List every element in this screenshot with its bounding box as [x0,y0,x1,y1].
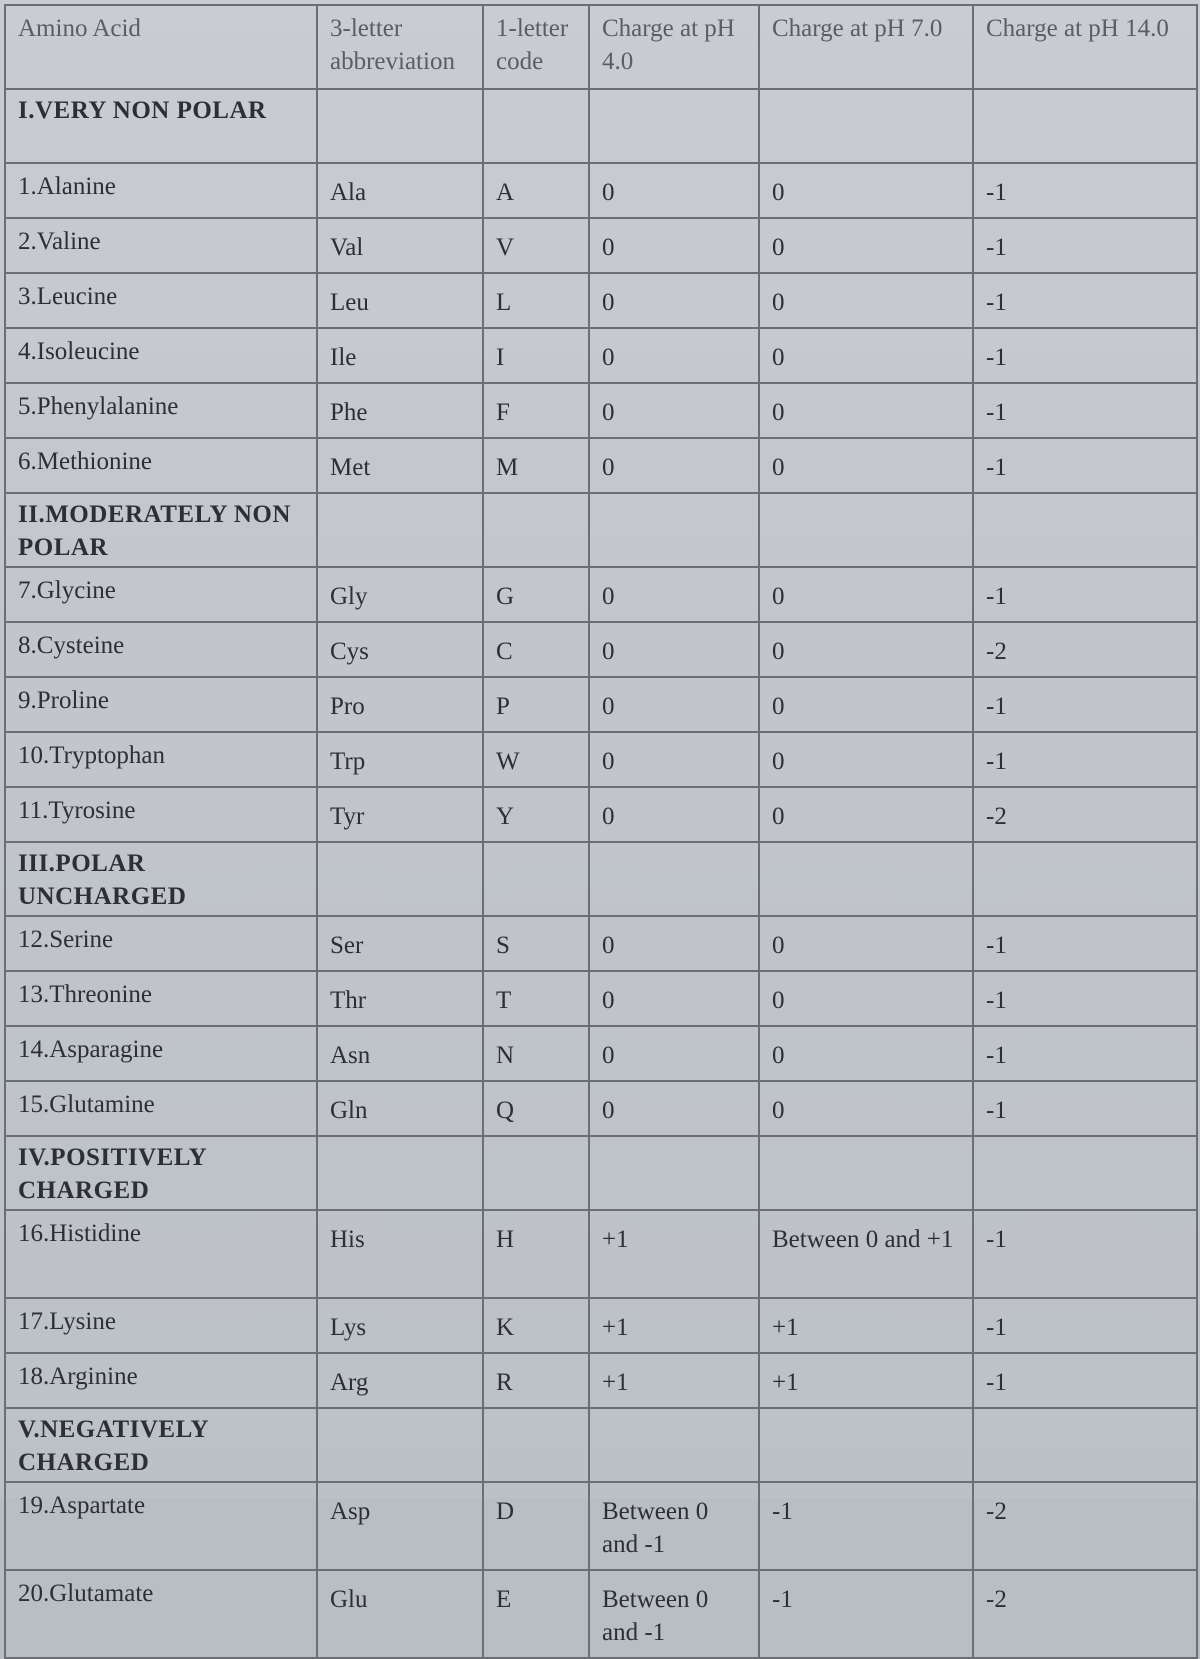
table-cell: +1 [759,1298,973,1353]
table-cell: 17.Lysine [5,1298,317,1353]
table-cell: Between 0 and -1 [589,1482,759,1570]
table-cell: Glu [317,1570,483,1658]
table-cell: -1 [759,1570,973,1658]
table-cell: 19.Aspartate [5,1482,317,1570]
table-cell: 0 [759,163,973,218]
table-cell: Asn [317,1026,483,1081]
table-cell: -1 [973,438,1197,493]
table-cell: 0 [589,1026,759,1081]
table-cell: -1 [973,1353,1197,1408]
amino-acid-table [4,4,1198,1659]
table-cell: E [483,1570,589,1658]
table-cell: 0 [589,163,759,218]
table-cell: 0 [589,787,759,842]
empty-cell [589,89,759,163]
table-row [5,732,1197,787]
table-row [5,1570,1197,1658]
table-cell: 0 [759,677,973,732]
table-cell: -2 [973,622,1197,677]
table-row [5,163,1197,218]
empty-cell [317,493,483,567]
table-cell: -1 [973,1081,1197,1136]
table-cell: +1 [589,1353,759,1408]
table-row [5,328,1197,383]
table-cell: G [483,567,589,622]
table-cell: Ser [317,916,483,971]
table-cell: Phe [317,383,483,438]
table-cell: S [483,916,589,971]
table-cell: Gly [317,567,483,622]
table-cell: 7.Glycine [5,567,317,622]
table-cell: Between 0 and +1 [759,1210,973,1298]
table-cell: -1 [973,328,1197,383]
table-cell: 12.Serine [5,916,317,971]
table-cell: Arg [317,1353,483,1408]
table-cell: 0 [759,328,973,383]
table-cell: 0 [589,328,759,383]
table-cell: 2.Valine [5,218,317,273]
table-row [5,1353,1197,1408]
table-cell: Cys [317,622,483,677]
header-cell: Charge at pH 4.0 [589,5,759,89]
table-cell: -2 [973,787,1197,842]
empty-cell [759,1408,973,1482]
table-cell: Ile [317,328,483,383]
table-cell: 0 [759,383,973,438]
table-cell: Y [483,787,589,842]
empty-cell [973,89,1197,163]
table-cell: -1 [973,218,1197,273]
table-cell: 0 [589,732,759,787]
empty-cell [317,842,483,916]
table-cell: 0 [759,787,973,842]
table-cell: I [483,328,589,383]
table-row [5,622,1197,677]
empty-cell [317,1408,483,1482]
table-cell: Tyr [317,787,483,842]
empty-cell [973,493,1197,567]
group-row [5,1408,1197,1482]
table-cell: 1.Alanine [5,163,317,218]
group-row [5,1136,1197,1210]
table-cell: 13.Threonine [5,971,317,1026]
table-cell: N [483,1026,589,1081]
table-row [5,677,1197,732]
table-cell: Gln [317,1081,483,1136]
table-cell: 0 [759,438,973,493]
header-row [5,5,1197,89]
table-cell: F [483,383,589,438]
table-row [5,567,1197,622]
table-cell: 0 [589,567,759,622]
table-cell: K [483,1298,589,1353]
table-cell: 3.Leucine [5,273,317,328]
table-cell: Val [317,218,483,273]
empty-cell [589,842,759,916]
table-cell: Ala [317,163,483,218]
table-cell: Leu [317,273,483,328]
table-cell: 0 [759,567,973,622]
table-cell: 9.Proline [5,677,317,732]
table-row [5,1026,1197,1081]
empty-cell [483,842,589,916]
empty-cell [973,1408,1197,1482]
empty-cell [759,89,973,163]
table-cell: 0 [759,1026,973,1081]
empty-cell [973,842,1197,916]
table-cell: 0 [589,1081,759,1136]
table-cell: Trp [317,732,483,787]
table-cell: Asp [317,1482,483,1570]
empty-cell [759,1136,973,1210]
table-cell: 16.Histidine [5,1210,317,1298]
table-cell: Met [317,438,483,493]
table-cell: -1 [973,1210,1197,1298]
group-label: II.MODERATELY NON POLAR [5,493,317,567]
table-cell: 0 [759,916,973,971]
table-cell: -2 [973,1482,1197,1570]
table-cell: -1 [759,1482,973,1570]
table-row [5,916,1197,971]
group-label: IV.POSITIVELY CHARGED [5,1136,317,1210]
group-label: I.VERY NON POLAR [5,89,317,163]
table-cell: W [483,732,589,787]
table-cell: 0 [589,971,759,1026]
table-cell: 10.Tryptophan [5,732,317,787]
table-cell: 0 [589,218,759,273]
table-cell: 0 [589,438,759,493]
empty-cell [759,493,973,567]
table-cell: 6.Methionine [5,438,317,493]
table-cell: Between 0 and -1 [589,1570,759,1658]
table-body [5,89,1197,1658]
table-cell: -1 [973,273,1197,328]
table-cell: 11.Tyrosine [5,787,317,842]
header-cell: 1-letter code [483,5,589,89]
table-cell: 4.Isoleucine [5,328,317,383]
table-cell: V [483,218,589,273]
empty-cell [589,493,759,567]
table-cell: -1 [973,677,1197,732]
empty-cell [317,89,483,163]
header-cell: Charge at pH 7.0 [759,5,973,89]
table-cell: -1 [973,163,1197,218]
table-row [5,218,1197,273]
table-cell: -1 [973,971,1197,1026]
table-row [5,1482,1197,1570]
group-label: III.POLAR UNCHARGED [5,842,317,916]
empty-cell [483,89,589,163]
table-cell: 15.Glutamine [5,1081,317,1136]
table-cell: His [317,1210,483,1298]
empty-cell [317,1136,483,1210]
table-cell: 14.Asparagine [5,1026,317,1081]
empty-cell [589,1408,759,1482]
table-cell: 0 [759,218,973,273]
table-cell: -1 [973,567,1197,622]
table-cell: Q [483,1081,589,1136]
table-cell: 0 [589,383,759,438]
group-label: V.NEGATIVELY CHARGED [5,1408,317,1482]
table-cell: -1 [973,916,1197,971]
table-row [5,1081,1197,1136]
table-cell: +1 [759,1353,973,1408]
table-row [5,273,1197,328]
table-cell: H [483,1210,589,1298]
table-row [5,1210,1197,1298]
table-cell: Lys [317,1298,483,1353]
table-cell: -1 [973,383,1197,438]
table-cell: -1 [973,1026,1197,1081]
empty-cell [589,1136,759,1210]
table-cell: +1 [589,1298,759,1353]
table-cell: M [483,438,589,493]
table-cell: 0 [759,622,973,677]
empty-cell [483,1136,589,1210]
table-cell: 8.Cysteine [5,622,317,677]
table-cell: Pro [317,677,483,732]
table-cell: -1 [973,732,1197,787]
empty-cell [483,493,589,567]
table-row [5,971,1197,1026]
table-row [5,787,1197,842]
header-cell: Amino Acid [5,5,317,89]
table-cell: C [483,622,589,677]
table-cell: 5.Phenylalanine [5,383,317,438]
table-cell: 0 [589,273,759,328]
table-cell: D [483,1482,589,1570]
table-cell: L [483,273,589,328]
empty-cell [483,1408,589,1482]
empty-cell [973,1136,1197,1210]
table-cell: 0 [759,273,973,328]
table-row [5,383,1197,438]
table-cell: 0 [759,1081,973,1136]
table-cell: +1 [589,1210,759,1298]
group-row [5,842,1197,916]
table-cell: R [483,1353,589,1408]
table-cell: T [483,971,589,1026]
table-row [5,1298,1197,1353]
table-cell: Thr [317,971,483,1026]
empty-cell [759,842,973,916]
table-row [5,438,1197,493]
table-cell: 0 [759,971,973,1026]
table-cell: 20.Glutamate [5,1570,317,1658]
table-cell: A [483,163,589,218]
table-cell: P [483,677,589,732]
group-row [5,89,1197,163]
table-cell: 0 [589,916,759,971]
table-cell: 0 [589,677,759,732]
table-cell: 18.Arginine [5,1353,317,1408]
table-cell: -1 [973,1298,1197,1353]
table-cell: 0 [759,732,973,787]
group-row [5,493,1197,567]
table-cell: 0 [589,622,759,677]
table-cell: -2 [973,1570,1197,1658]
header-cell: 3-letter abbreviation [317,5,483,89]
header-cell: Charge at pH 14.0 [973,5,1197,89]
